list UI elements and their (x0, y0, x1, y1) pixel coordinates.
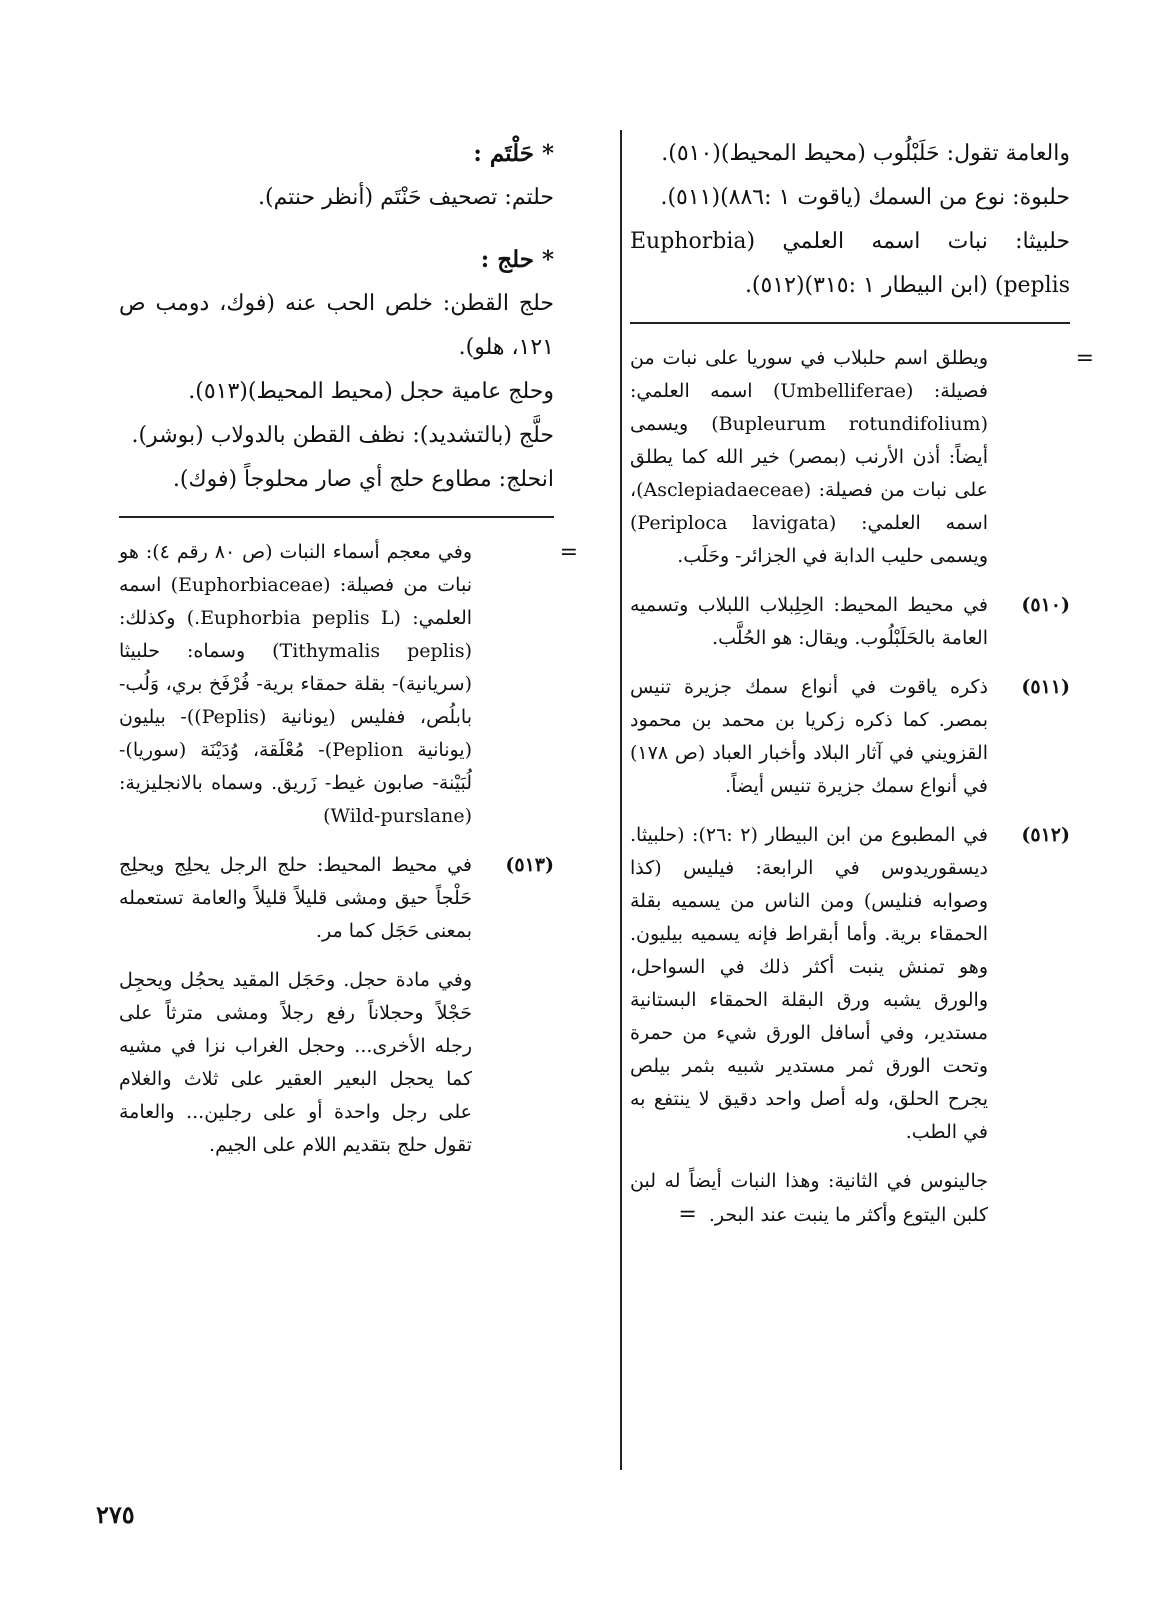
footnote-text: في محيط المحيط: حلج الرجل يحلِج ويحلِج حَلْجاً حيق ومشى قليلاً قليلاً والعامة تستعمله بمعنى حَجَل كما مر. (119, 854, 472, 942)
footnote-continuation (630, 1165, 1070, 1232)
footnote-511 (630, 671, 1070, 803)
entry-heading-halaj: * حلج : (480, 246, 554, 273)
eq-note (630, 342, 1094, 573)
footnote-rule (119, 516, 554, 518)
entry-paragraph-1: حلج القطن: خلص الحب عنه (فوك، دومب ص ١٢١، هلو). (119, 291, 554, 360)
footnote-continuation-text: جالينوس في الثانية: وهذا النبات أيضاً له لبن كلبن اليتوع وأكثر ما ينبت عند البحر. (630, 1170, 988, 1226)
footnote-text: في المطبوع من ابن البيطار (٢ :٢٦): (حلبيثا. ديسقوريدوس في الرابعة: فيليس (كذا وصوابه فنليس) ومن الناس من يسميه بقلة الحمقاء برية. وأما أبقراط فإنه يسميه بيليون. وهو تمنش ينبت أكثر ذلك في السواحل، والورق يشبه ورق البقلة الحمقاء البستانية مستدير، وفي أسافل الورق شيء من حمرة وتحت الورق ثمر مستدير شبيه بثمر بيلص يجرح الحلق، وله أصل واحد دقيق لا ينتفع به في الطب. (630, 824, 988, 1143)
eq-note-text: وفي معجم أسماء النبات (ص ٨٠ رقم ٤): هو نبات من فصيلة: (Euphorbiaceae) اسمه العلمي: (Euphorbia peplis L.) وكذلك: (Tithymalis peplis) وسماه: حلبيثا (سريانية)- بقلة حمقاء برية- فُرْفَخ بري، وَلُب- بابلُص، ففليس (يونانية (Peplis))- بيليون (يونانية Peplion)- مُعْلَقة، وُدَيْنَة (سوريا)- لُبَيْنة- صابون غيط- زَريق. وسماه بالانجليزية: (Wild-purslane) (119, 541, 473, 827)
footnote-number: (٥١١) (1021, 676, 1070, 698)
page-number: ٢٧٥ (96, 1500, 135, 1529)
column-divider (620, 130, 622, 1470)
footnote-text: في محيط المحيط: الحِلِبلاب اللبلاب وتسميه العامة بالحَلَبْلُوب. ويقال: هو الحُلَّب. (630, 594, 988, 649)
right-paragraph-3: حلبيثا: نبات اسمه العلمي (Euphorbia peplis) (ابن البيطار ١ :٣١٥)(٥١٢). (630, 229, 1070, 298)
entry-paragraph-2: وحلج عامية حجل (محيط المحيط)(٥١٣). (188, 379, 554, 404)
right-column (630, 132, 1094, 1248)
eq-note (119, 536, 578, 833)
footnote-number: (٥١٣) (505, 854, 554, 876)
footnote-510 (630, 589, 1070, 655)
eq-note-text: ويطلق اسم حلبلاب في سوريا على نبات من فصيلة: (Umbelliferae) اسمه العلمي: (Bupleurum rotundifolium) ويسمى أيضاً: أذن الأرنب (بمصر) خير الله كما يطلق على نبات من فصيلة: (Asclepiadaeceae)، اسمه العلمي: (Periploca lavigata) ويسمى حليب الدابة في الجزائر- وحَلَب. (630, 347, 989, 567)
footnote-continuation-text: وفي مادة حجل. وحَجَل المقيد يحجُل ويحجِل حَجْلاً وحجلاناً رفع رجلاً ومشى مترثاً على رجله الأخرى... وحجل الغراب نزا في مشيه كما يحجل البعير العقير على ثلاث والغلام على رجل واحدة أو على رجلين... والعامة تقول حلج بتقديم اللام على الجيم. (119, 969, 472, 1156)
footnote-number: (٥١٢) (1021, 824, 1070, 846)
footnote-text: ذكره ياقوت في أنواع سمك جزيرة تنيس بمصر. كما ذكره زكريا بن محمد بن محمود القزويني في آثار البلاد وأخبار العباد (ص ١٧٨) في أنواع سمك جزيرة تنيس أيضاً. (630, 676, 988, 797)
entry-paragraph-3: حلَّج (بالتشديد): نظف القطن بالدولاب (بوشر). (131, 423, 554, 448)
footnote-continuation (119, 964, 554, 1162)
footnote-512 (630, 819, 1070, 1149)
right-paragraph-1: والعامة تقول: حَلَبْلُوب (محيط المحيط)(٥١٠). (661, 141, 1070, 166)
end-mark: = (678, 1202, 697, 1227)
eq-mark: = (559, 540, 578, 565)
footnote-513 (119, 849, 554, 948)
footnote-rule (630, 322, 1070, 324)
footnote-number: (٥١٠) (1021, 594, 1070, 616)
entry-heading-haltam: * حَلْتَم : (473, 140, 554, 167)
entry-paragraph-4: انحلج: مطاوع حلج أي صار محلوجاً (فوك). (172, 467, 554, 492)
left-column (119, 132, 578, 1178)
right-paragraph-2: حلبوة: نوع من السمك (ياقوت ١ :٨٨٦)(٥١١). (660, 185, 1070, 210)
eq-mark: = (1075, 346, 1094, 371)
entry-text-haltam: حلتم: تصحيف حَنْتَم (أنظر حنتم). (258, 185, 554, 210)
